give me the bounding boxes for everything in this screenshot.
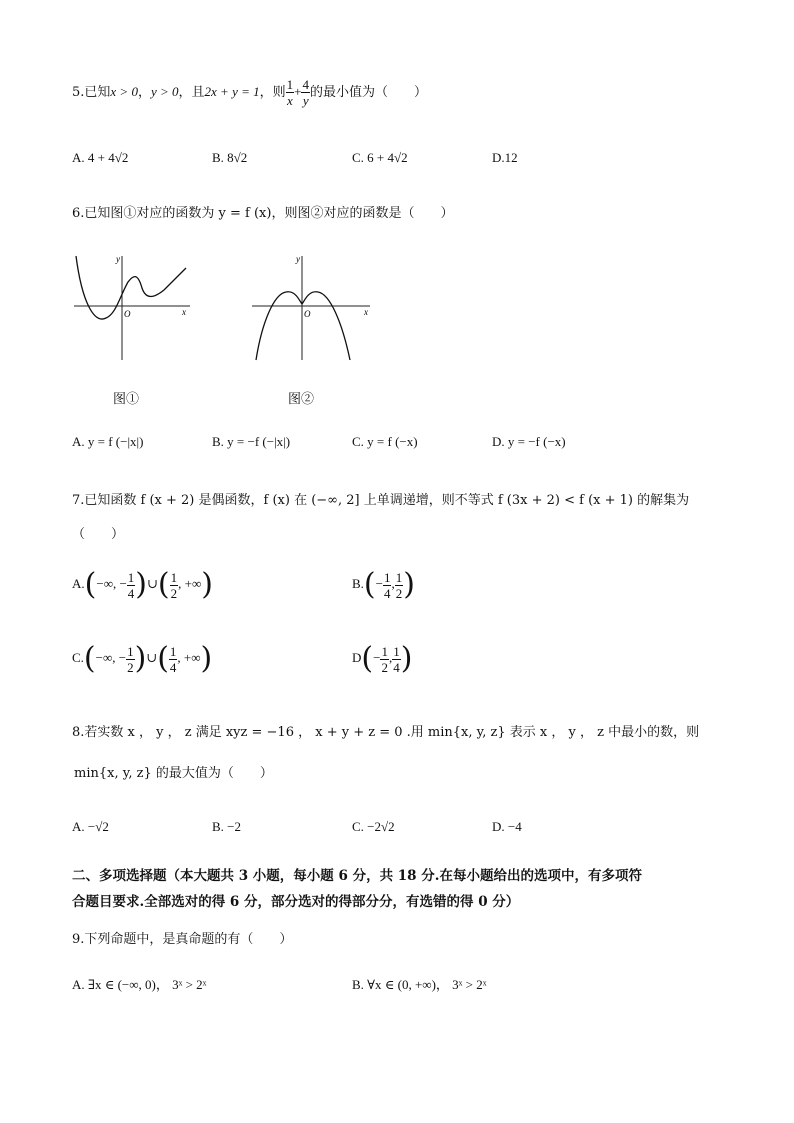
q5-sep-3: ，则 xyxy=(259,85,286,100)
q7-option-c: C.(−∞, − $\frac{1}{2}$ )∪( $\frac{1}{4}$ , +∞) xyxy=(72,641,213,676)
q7-a-label: A. xyxy=(72,575,85,591)
q6-stem: 6.已知图①对应的函数为 y = f (x)，则图②对应的函数是（ ） xyxy=(72,206,454,221)
q9-option-a: A. ∃x ∈ (−∞, 0)， 3ˣ > 2ˣ xyxy=(72,977,207,992)
fig2-y-label: y xyxy=(296,254,300,264)
q5-fraction-2: $\frac{4}{y}$ xyxy=(302,77,309,108)
q5-sep-1: ， xyxy=(137,85,151,100)
q5-option-b: B. 8√2 xyxy=(212,150,248,165)
q5-option-a: A. 4 + 4√2 xyxy=(72,150,129,165)
q5-suffix: 的最小值为（ ） xyxy=(309,85,427,100)
q8-option-b: B. −2 xyxy=(212,819,242,834)
q7-b-label: B. xyxy=(352,575,364,591)
fig2-origin-label: O xyxy=(304,309,311,319)
q5-fraction-1: $\frac{1}{x}$ xyxy=(286,77,294,108)
q5-sep-2: ，且 xyxy=(178,85,205,100)
q6-figure-1 xyxy=(72,252,202,364)
q8-option-a: A. −√2 xyxy=(72,819,109,834)
q5-prefix: 5.已知 xyxy=(72,85,111,100)
q7-option-b: B.(− $\frac{1}{4}$ , $\frac{1}{2}$ ) xyxy=(352,567,415,602)
q5-option-c: C. 6 + 4√2 xyxy=(352,150,408,165)
fig1-y-label: y xyxy=(116,254,120,264)
q6-option-b: B. y = −f (−|x|) xyxy=(212,434,291,449)
q6-option-c: C. y = f (−x) xyxy=(352,434,418,449)
q8-option-c: C. −2√2 xyxy=(352,819,395,834)
q8-stem-line-2: min{x, y, z} 的最大值为（ ） xyxy=(74,766,273,781)
q6-figure-2-caption: 图② xyxy=(288,392,315,407)
q5-option-d: D.12 xyxy=(492,150,518,165)
q8-option-d: D. −4 xyxy=(492,819,522,834)
fig1-curve xyxy=(76,256,186,319)
q7-stem: 7.已知函数 f (x + 2) 是偶函数，f (x) 在 (−∞, 2] 上单调递增，则不等式 f (3x + 2) < f (x + 1) 的解集为 xyxy=(72,493,690,508)
q6-figure-1-caption: 图① xyxy=(113,392,140,407)
q5-stem xyxy=(72,78,427,107)
q6-option-a: A. y = f (−|x|) xyxy=(72,434,144,449)
q5-plus: + xyxy=(294,84,302,99)
q6-figure-2 xyxy=(252,252,372,364)
q8-stem-line-1: 8.若实数 x ， y ， z 满足 xyz = −16 ， x + y + z = 0 .用 min{x, y, z} 表示 x ， y ， z 中最小的数，则 xyxy=(72,725,700,740)
fig2-x-label: x xyxy=(364,307,368,317)
q5-cond-2: y > 0 xyxy=(150,84,179,99)
q7-answer-paren: （ ） xyxy=(72,527,125,542)
fig1-origin-label: O xyxy=(124,309,131,319)
fig2-curve xyxy=(256,292,350,360)
q7-option-d: D(− $\frac{1}{2}$ , $\frac{1}{4}$ ) xyxy=(352,641,413,676)
q6-option-d: D. y = −f (−x) xyxy=(492,434,566,449)
q5-cond-1: x > 0 xyxy=(110,84,138,99)
q9-stem: 9.下列命题中，是真命题的有（ ） xyxy=(72,932,293,947)
q7-option-a: A.(−∞, − $\frac{1}{4}$ )∪( $\frac{1}{2}$ , +∞) xyxy=(72,567,213,602)
section-2-heading-line-1: 二、多项选择题（本大题共 3 小题，每小题 6 分，共 18 分.在每小题给出的选项中，有多项符 xyxy=(72,868,642,884)
section-2-heading-line-2: 合题目要求.全部选对的得 6 分，部分选对的得部分分，有选错的得 0 分） xyxy=(72,894,520,910)
fig1-x-label: x xyxy=(182,307,186,317)
q5-cond-3: 2x + y = 1 xyxy=(204,84,260,99)
q7-d-label: D xyxy=(352,649,362,665)
q9-option-b: B. ∀x ∈ (0, +∞)， 3ˣ > 2ˣ xyxy=(352,977,487,992)
q7-c-label: C. xyxy=(72,649,84,665)
